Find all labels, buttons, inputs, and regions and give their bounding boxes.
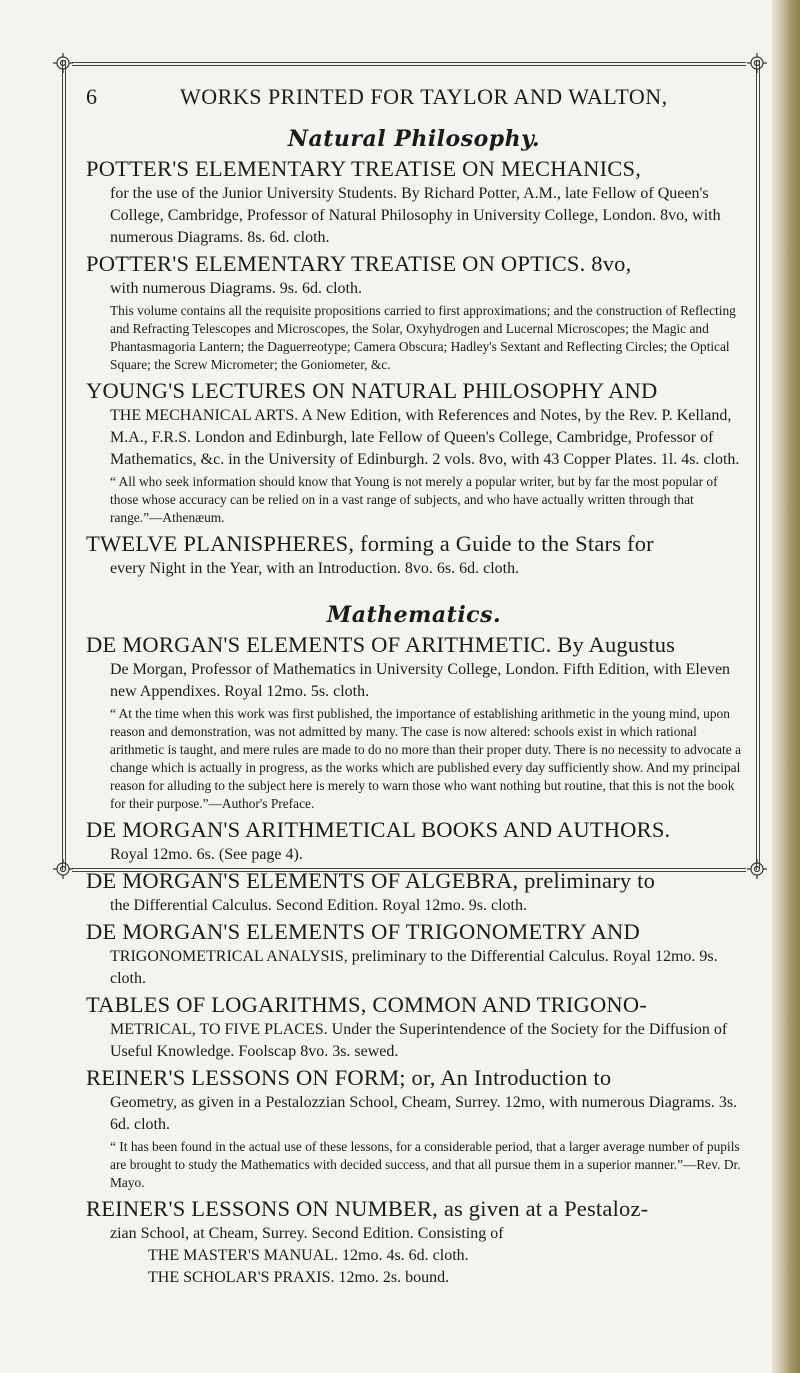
entry-body: every Night in the Year, with an Introduction. 8vo. 6s. 6d. cloth. — [110, 560, 520, 577]
entry-body: METRICAL, TO FIVE PLACES. Under the Superintendence of the Society for the Diffusion of Useful Knowledge. Foolscap 8vo. 3s. sewed. — [110, 1021, 728, 1060]
entry-title: REINER'S LESSONS ON NUMBER, as given at a Pestaloz- — [86, 1196, 649, 1221]
entry-demorgan-arithmetic — [86, 630, 742, 813]
page-edge — [772, 0, 800, 1373]
entry-body: Geometry, as given in a Pestalozzian School, Cheam, Surrey. 12mo, with numerous Diagrams. 3s. 6d. cloth. — [110, 1094, 738, 1133]
entry-title: POTTER'S ELEMENTARY TREATISE ON OPTICS. 8vo, — [86, 251, 632, 276]
entry-title: REINER'S LESSONS ON FORM; or, An Introduction to — [86, 1065, 612, 1090]
entry-demorgan-trigonometry — [86, 917, 742, 990]
entry-demorgan-algebra — [86, 866, 742, 917]
ornament-corner-icon — [746, 52, 768, 74]
entry-title: DE MORGAN'S ELEMENTS OF ALGEBRA, preliminary to — [86, 868, 656, 893]
entry-body: THE MECHANICAL ARTS. A New Edition, with References and Notes, by the Rev. P. Kelland, M.A., F.R.S. London and Edinburgh, late Fellow of Queen's College, Cambridge, Professor of Mathematics, &c. in the University of Edinburgh. 2 vols. 8vo, with 43 Copper Plates. 1l. 4s. cloth. — [110, 407, 740, 468]
entry-young-lectures — [86, 376, 742, 527]
ornament-corner-icon — [52, 858, 74, 880]
entry-body: De Morgan, Professor of Mathematics in University College, London. Fifth Edition, with Eleven new Appendixes. Royal 12mo. 5s. cloth. — [110, 661, 731, 700]
entry-potter-optics — [86, 249, 742, 374]
entry-title: DE MORGAN'S ARITHMETICAL BOOKS AND AUTHORS. — [86, 817, 671, 842]
entry-sub-line: THE MASTER'S MANUAL. 12mo. 4s. 6d. cloth. — [148, 1247, 469, 1264]
entry-note: This volume contains all the requisite propositions carried to first approximations; and the construction of Reflecting and Refracting Telescopes and Microscopes, the Solar, Oxyhydrogen and Lucernal Microscopes; the Magic and Phantasmagoria Lantern; the Daguerreotype; Camera Obscura; Hadley's Sextant and Reflecting Circles; the Optical Square; the Screw Micrometer; the Goniometer, &c. — [110, 303, 736, 372]
entry-body: zian School, at Cheam, Surrey. Second Edition. Consisting of — [110, 1225, 504, 1242]
page-number: 6 — [86, 84, 98, 109]
entry-title: DE MORGAN'S ELEMENTS OF TRIGONOMETRY AND — [86, 919, 640, 944]
frame-rule-left — [62, 60, 66, 870]
entry-potter-mechanics — [86, 154, 742, 249]
entry-body: for the use of the Junior University Students. By Richard Potter, A.M., late Fellow of Queen's College, Cambridge, Professor of Natural Philosophy in University College, London. 8vo, with numerous Diagrams. 8s. 6d. cloth. — [110, 185, 721, 246]
entry-body: the Differential Calculus. Second Edition. Royal 12mo. 9s. cloth. — [110, 897, 527, 914]
page-content — [86, 126, 742, 1289]
entry-title: TWELVE PLANISPHERES, forming a Guide to the Stars for — [86, 531, 654, 556]
section-heading-mathematics: Mathematics. — [326, 602, 502, 628]
entry-sub-line: THE SCHOLAR'S PRAXIS. 12mo. 2s. bound. — [148, 1269, 450, 1286]
entry-body: Royal 12mo. 6s. (See page 4). — [110, 846, 303, 863]
frame-rule-top — [72, 62, 746, 66]
entry-title: DE MORGAN'S ELEMENTS OF ARITHMETIC. By Augustus — [86, 632, 676, 657]
entry-title: YOUNG'S LECTURES ON NATURAL PHILOSOPHY AND — [86, 378, 658, 403]
entry-note: “ It has been found in the actual use of these lessons, for a considerable period, that a larger average number of pupils are brought to study the Mathematics with decided success, and that all pursue them in a superior manner.”—Rev. Dr. Mayo. — [110, 1139, 741, 1190]
running-title: WORKS PRINTED FOR TAYLOR AND WALTON, — [180, 84, 668, 109]
entry-title: TABLES OF LOGARITHMS, COMMON AND TRIGONO- — [86, 992, 648, 1017]
entry-title: POTTER'S ELEMENTARY TREATISE ON MECHANICS, — [86, 156, 642, 181]
entry-note: “ All who seek information should know that Young is not merely a popular writer, but by far the most popular of those whose accuracy can be relied on in a vast range of subjects, and who have actually written through that range.”—Athenæum. — [110, 474, 718, 525]
entry-reiner-form — [86, 1063, 742, 1192]
section-heading-natural-philosophy: Natural Philosophy. — [287, 126, 541, 152]
entry-note: “ At the time when this work was first published, the importance of establishing arithmetic in the young mind, upon reason and demonstration, was not admitted by many. The case is now altered: schools exist in which rational arithmetic is taught, and mere rules are made to do no more than their proper duty. There is no necessity to advocate a change which is actually in progress, as the works which are published every day sufficiently show. And my principal reason for alluding to the subject here is merely to warn those who want nothing but routine, that this is not the book for their purpose.”—Author's Preface. — [110, 706, 742, 811]
entry-tables-logarithms — [86, 990, 742, 1063]
entry-reiner-number — [86, 1194, 742, 1289]
ornament-corner-icon — [746, 858, 768, 880]
entry-body: with numerous Diagrams. 9s. 6d. cloth. — [110, 280, 362, 297]
entry-demorgan-books — [86, 815, 742, 866]
frame-rule-right — [756, 60, 760, 870]
entry-body: TRIGONOMETRICAL ANALYSIS, preliminary to the Differential Calculus. Royal 12mo. 9s. cloth. — [110, 948, 718, 987]
ornament-corner-icon — [52, 52, 74, 74]
entry-planispheres — [86, 529, 742, 580]
